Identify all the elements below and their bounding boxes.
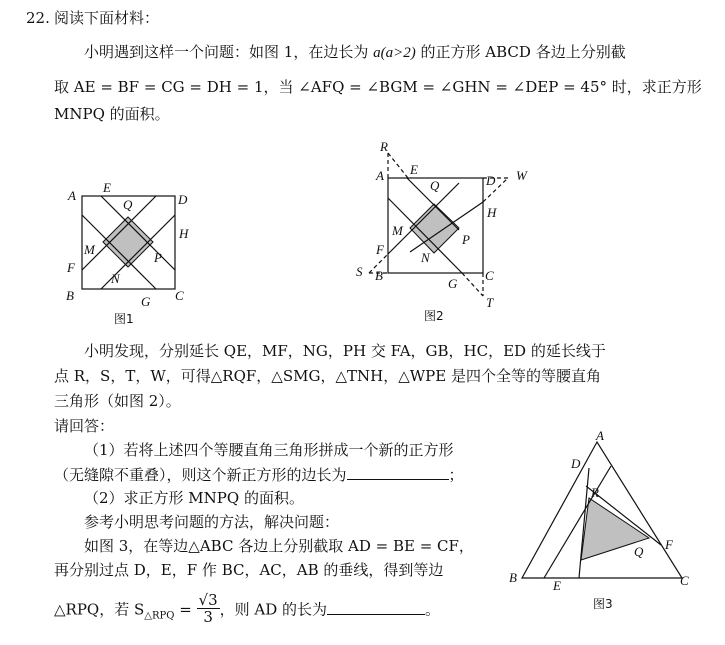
figure-1: [66, 180, 189, 326]
fig2-label-q: Q: [430, 178, 440, 193]
para3-line2: 再分别过点 D，E，F 作 BC，AC，AB 的垂线，得到等边: [54, 561, 444, 579]
fig1-label-a: A: [68, 188, 76, 203]
reference-text: 参考小明思考问题的方法，解决问题：: [84, 513, 340, 531]
problem-number: 22.: [26, 9, 50, 27]
para3-end: 。: [425, 600, 441, 619]
fraction-numerator: √3: [198, 591, 218, 609]
equals-sign: =: [174, 600, 197, 619]
fig3-label-c: C: [680, 573, 689, 588]
area-subscript: △RPQ: [144, 610, 175, 622]
fig1-label-n: N: [111, 271, 120, 286]
fig1-label-d: D: [178, 192, 188, 207]
para1-line3: MNPQ 的面积。: [54, 105, 170, 123]
fig2-label-g: G: [448, 276, 458, 291]
fig2-label-t: T: [486, 295, 494, 310]
problem-heading: 阅读下面材料：: [54, 9, 160, 27]
fig2-label-s: S: [356, 264, 363, 279]
fig1-caption: 图1: [114, 312, 134, 326]
fig2-label-w: W: [516, 168, 527, 183]
fig2-label-p: P: [462, 232, 470, 247]
fig2-label-h: H: [487, 205, 497, 220]
fig3-label-a: A: [596, 428, 604, 443]
fig1-label-c: C: [175, 288, 184, 303]
fig2-label-e: E: [410, 162, 418, 177]
para1-variable: a(a>2): [373, 45, 416, 61]
fig1-label-e: E: [103, 180, 111, 195]
fig1-label-q: Q: [123, 197, 133, 212]
fig1-label-p: P: [154, 250, 162, 265]
question1-end: ；: [448, 466, 464, 484]
fig3-label-b: B: [509, 570, 517, 585]
para1-line1-text: 小明遇到这样一个问题：如图 1，在边长为: [84, 43, 369, 61]
para2-line3: 三角形（如图 2）。: [54, 392, 181, 410]
fig2-caption: 图2: [424, 309, 444, 323]
fig2-label-c: C: [485, 268, 494, 283]
fig2-ext-t: [462, 273, 483, 296]
fig2-label-m: M: [392, 223, 403, 238]
fig1-label-g: G: [141, 294, 151, 309]
para3-line1: 如图 3，在等边△ABC 各边上分别截取 AD = BE = CF，: [84, 537, 474, 555]
fig2-label-n: N: [421, 250, 430, 265]
fig3-caption: 图3: [593, 597, 613, 611]
fig3-label-r: R: [591, 485, 599, 500]
fig2-label-r: R: [380, 139, 388, 154]
question2: （2）求正方形 MNPQ 的面积。: [84, 489, 304, 507]
fig1-label-f: F: [67, 260, 75, 275]
fig2-label-a: A: [376, 168, 384, 183]
answer-prompt: 请回答：: [54, 417, 115, 435]
para2-line1: 小明发现，分别延长 QE，MF，NG，PH 交 FA，GB，HC，ED 的延长线于: [84, 342, 606, 360]
question1-line1: （1）若将上述四个等腰直角三角形拼成一个新的正方形: [84, 441, 454, 459]
fig3-label-f: F: [665, 537, 673, 552]
fig3-label-e: E: [553, 578, 561, 593]
question1-text: （无缝隙不重叠），则这个新正方形的边长为: [54, 466, 347, 484]
para1-line2: 取 AE = BF = CG = DH = 1，当 ∠AFQ = ∠BGM = ∠GHN = ∠DEP = 45° 时，求正方形: [54, 78, 702, 96]
figure-3: [509, 428, 689, 611]
figure-2: [356, 139, 528, 323]
fig1-line-fq: [82, 196, 156, 270]
para1-line1-end: 的正方形 ABCD 各边上分别截: [420, 43, 626, 61]
fig1-label-b: B: [66, 288, 74, 303]
para3-line3-a: △RPQ，若 S: [54, 600, 145, 619]
para2-line2: 点 R，S，T，W，可得△RQF，△SMG，△TNH，△WPE 是四个全等的等腰直角: [54, 367, 601, 385]
fig1-label-h: H: [179, 226, 189, 241]
fig2-label-f: F: [376, 242, 384, 257]
fig2-label-d: D: [486, 173, 496, 188]
fig3-label-q: Q: [634, 544, 644, 559]
fig2-ext-r: [388, 153, 408, 178]
para3-line3-b: ，则 AD 的长为: [219, 600, 328, 619]
fraction-denominator: 3: [203, 608, 213, 626]
fig2-label-b: B: [375, 268, 383, 283]
fig1-label-m: M: [84, 242, 95, 257]
fig3-label-d: D: [571, 456, 581, 471]
